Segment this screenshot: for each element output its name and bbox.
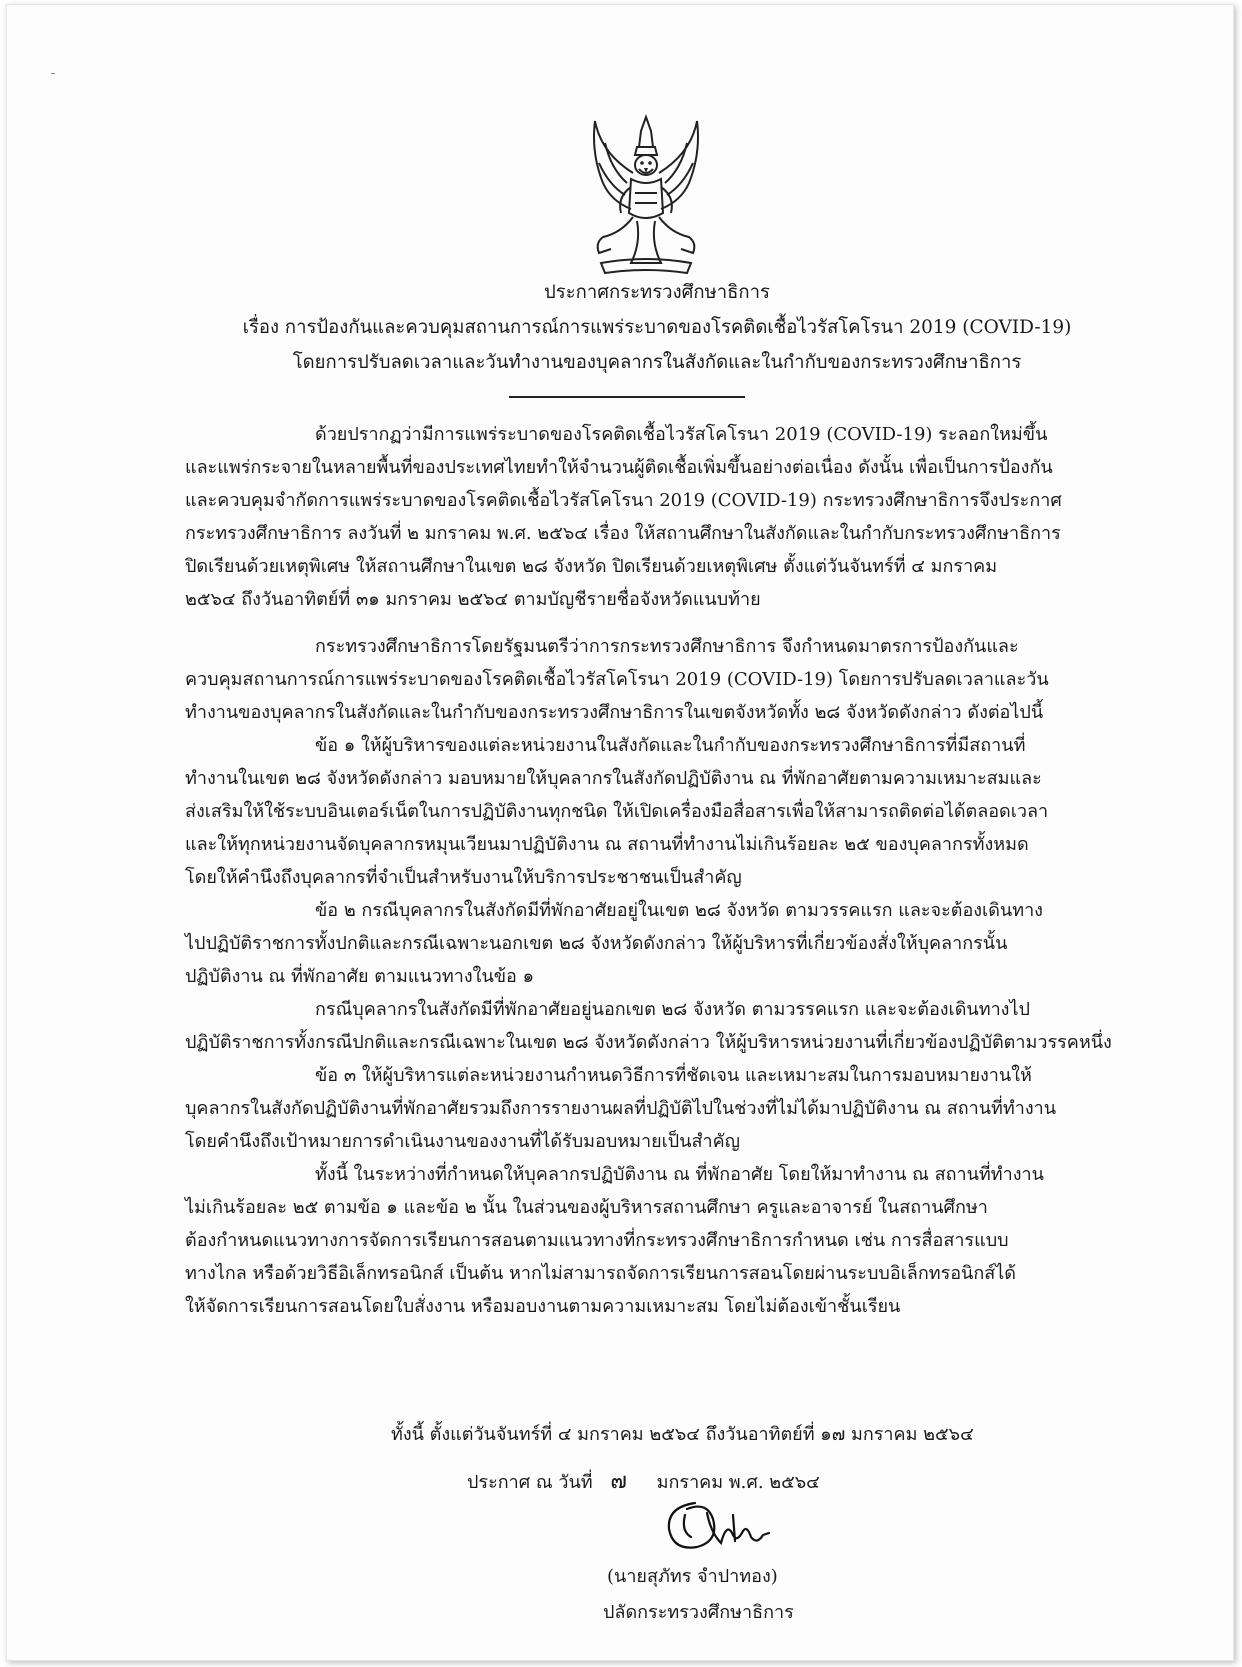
- body-line: ให้จัดการเรียนการสอนโดยใบสั่งงาน หรือมอบงานตามความเหมาะสม โดยไม่ต้องเข้าชั้นเรียน: [185, 1296, 901, 1317]
- handwritten-signature-icon: [647, 1485, 827, 1565]
- garuda-emblem-icon: [581, 113, 711, 278]
- body-line: ทำงานของบุคลากรในสังกัดและในกำกับของกระทรวงศึกษาธิการในเขตจังหวัดทั้ง ๒๘ จังหวัดดังกล่าว ดังต่อไปนี้: [185, 702, 1044, 723]
- announcement-title: ประกาศกระทรวงศึกษาธิการ: [544, 282, 770, 303]
- signer-title: ปลัดกระทรวงศึกษาธิการ: [603, 1602, 794, 1623]
- body-line: โดยคำนึงถึงเป้าหมายการดำเนินงานของงานที่ได้รับมอบหมายเป็นสำคัญ: [185, 1131, 740, 1152]
- body-line: ไปปฏิบัติราชการทั้งปกติและกรณีเฉพาะนอกเขต ๒๘ จังหวัดดังกล่าว ให้ผู้บริหารที่เกี่ยวข้องสั่งให้บุคลากรนั้น: [185, 933, 1008, 954]
- paragraph-clause-2: [185, 894, 1127, 993]
- body-line: บุคลากรในสังกัดปฏิบัติงานที่พักอาศัยรวมถึงการรายงานผลที่ปฏิบัติไปในช่วงที่ไม่ได้มาปฏิบัติงาน ณ สถานที่ทำงาน: [185, 1098, 1057, 1119]
- signer-name: (นายสุภัทร จำปาทอง): [607, 1566, 778, 1587]
- body-line: และให้ทุกหน่วยงานจัดบุคลากรหมุนเวียนมาปฏิบัติงาน ณ สถานที่ทำงานไม่เกินร้อยละ ๒๕ ของบุคลากรทั้งหมด: [185, 834, 1029, 855]
- paragraph-measures: [185, 630, 1127, 729]
- announcement-subject-continued: โดยการปรับลดเวลาและวันทำงานของบุคลากรในสังกัดและในกำกับของกระทรวงศึกษาธิการ: [292, 352, 1022, 373]
- body-line: ไม่เกินร้อยละ ๒๕ ตามข้อ ๑ และข้อ ๒ นั้น ในส่วนของผู้บริหารสถานศึกษา ครูและอาจารย์ ในสถานศึกษา: [185, 1197, 988, 1218]
- body-line: ต้องกำหนดแนวทางการจัดการเรียนการสอนตามแนวทางที่กระทรวงศึกษาธิการกำหนด เช่น การสื่อสารแบบ: [185, 1230, 1009, 1251]
- scan-speck: [51, 73, 55, 74]
- announcement-day: ๗: [610, 1469, 627, 1494]
- body-line: ข้อ ๑ ให้ผู้บริหารของแต่ละหน่วยงานในสังกัดและในกำกับของกระทรวงศึกษาธิการที่มีสถานที่: [315, 735, 1026, 756]
- body-line: กระทรวงศึกษาธิการ ลงวันที่ ๒ มกราคม พ.ศ. ๒๕๖๔ เรื่อง ให้สถานศึกษาในสังกัดและในกำกับกระทรวงศึกษาธิการ: [185, 523, 1061, 544]
- body-line: ทางไกล หรือด้วยวิธีอิเล็กทรอนิกส์ เป็นต้น หากไม่สามารถจัดการเรียนการสอนโดยผ่านระบบอิเล็กทรอนิกส์ได้: [185, 1263, 1016, 1284]
- announcement-date-suffix: มกราคม พ.ศ. ๒๕๖๔: [656, 1472, 820, 1493]
- announcement-header: [157, 275, 1157, 380]
- announcement-date-prefix: ประกาศ ณ วันที่: [467, 1472, 593, 1493]
- body-line: โดยให้คำนึงถึงบุคลากรที่จำเป็นสำหรับงานให้บริการประชาชนเป็นสำคัญ: [185, 867, 742, 888]
- body-line: ข้อ ๒ กรณีบุคลากรในสังกัดมีที่พักอาศัยอยู่ในเขต ๒๘ จังหวัด ตามวรรคแรก และจะต้องเดินทาง: [315, 900, 1043, 921]
- body-line: ส่งเสริมให้ใช้ระบบอินเตอร์เน็ตในการปฏิบัติงานทุกชนิด ให้เปิดเครื่องมือสื่อสารเพื่อให้สามารถติดต่อได้ตลอดเวลา: [185, 801, 1049, 822]
- effective-period: ทั้งนี้ ตั้งแต่วันจันทร์ที่ ๔ มกราคม ๒๕๖๔ ถึงวันอาทิตย์ที่ ๑๗ มกราคม ๒๕๖๔: [391, 1424, 974, 1445]
- body-line: ข้อ ๓ ให้ผู้บริหารแต่ละหน่วยงานกำหนดวิธีการที่ชัดเจน และเหมาะสมในการมอบหมายงานให้: [315, 1065, 1032, 1086]
- body-line: ๒๕๖๔ ถึงวันอาทิตย์ที่ ๓๑ มกราคม ๒๕๖๔ ตามบัญชีรายชื่อจังหวัดแนบท้าย: [185, 589, 761, 610]
- body-line: ปฏิบัติราชการทั้งกรณีปกติและกรณีเฉพาะในเขต ๒๘ จังหวัดดังกล่าว ให้ผู้บริหารหน่วยงานที่เกี่ยวข้องปฏิบัติตามวรรคหนึ่ง: [185, 1032, 1112, 1053]
- paragraph-clause-3: [185, 1059, 1127, 1158]
- paragraph-clause-2-case: [185, 993, 1127, 1059]
- announcement-body: [185, 418, 1127, 1323]
- body-line: ควบคุมสถานการณ์การแพร่ระบาดของโรคติดเชื้อไวรัสโคโรนา 2019 (COVID-19) โดยการปรับลดเวลาและวัน: [185, 669, 1049, 690]
- paragraph-background: [185, 418, 1127, 616]
- body-line: และควบคุมจำกัดการแพร่ระบาดของโรคติดเชื้อไวรัสโคโรนา 2019 (COVID-19) กระทรวงศึกษาธิการจึงประกาศ: [185, 490, 1062, 511]
- body-line: ด้วยปรากฏว่ามีการแพร่ระบาดของโรคติดเชื้อไวรัสโคโรนา 2019 (COVID-19) ระลอกใหม่ขึ้น: [315, 424, 1048, 445]
- paragraph-gap: [185, 616, 1127, 630]
- body-line: ทั้งนี้ ในระหว่างที่กำหนดให้บุคลากรปฏิบัติงาน ณ ที่พักอาศัย โดยให้มาทำงาน ณ สถานที่ทำงาน: [315, 1164, 1044, 1185]
- body-line: ปฏิบัติงาน ณ ที่พักอาศัย ตามแนวทางในข้อ ๑: [185, 966, 535, 987]
- header-divider: [509, 396, 745, 398]
- body-line: กระทรวงศึกษาธิการโดยรัฐมนตรีว่าการกระทรวงศึกษาธิการ จึงกำหนดมาตรการป้องกันและ: [315, 636, 1019, 657]
- body-line: ทำงานในเขต ๒๘ จังหวัดดังกล่าว มอบหมายให้บุคลากรในสังกัดปฏิบัติงาน ณ ที่พักอาศัยตามความเหมาะสมและ: [185, 768, 1042, 789]
- body-line: ปิดเรียนด้วยเหตุพิเศษ ให้สถานศึกษาในเขต ๒๘ จังหวัด ปิดเรียนด้วยเหตุพิเศษ ตั้งแต่วันจันทร์ที่ ๔ มกราคม: [185, 556, 998, 577]
- paragraph-clause-1: [185, 729, 1127, 894]
- body-line: และแพร่กระจายในหลายพื้นที่ของประเทศไทยทำให้จำนวนผู้ติดเชื้อเพิ่มขึ้นอย่างต่อเนื่อง ดังนั้น เพื่อเป็นการป้องกัน: [185, 457, 1053, 478]
- body-line: กรณีบุคลากรในสังกัดมีที่พักอาศัยอยู่นอกเขต ๒๘ จังหวัด ตามวรรคแรก และจะต้องเดินทางไป: [315, 999, 1030, 1020]
- document-page: [6, 4, 1234, 1661]
- announcement-subject: เรื่อง การป้องกันและควบคุมสถานการณ์การแพร่ระบาดของโรคติดเชื้อไวรัสโคโรนา 2019 (COVID-19): [242, 317, 1072, 338]
- paragraph-teaching: [185, 1158, 1127, 1323]
